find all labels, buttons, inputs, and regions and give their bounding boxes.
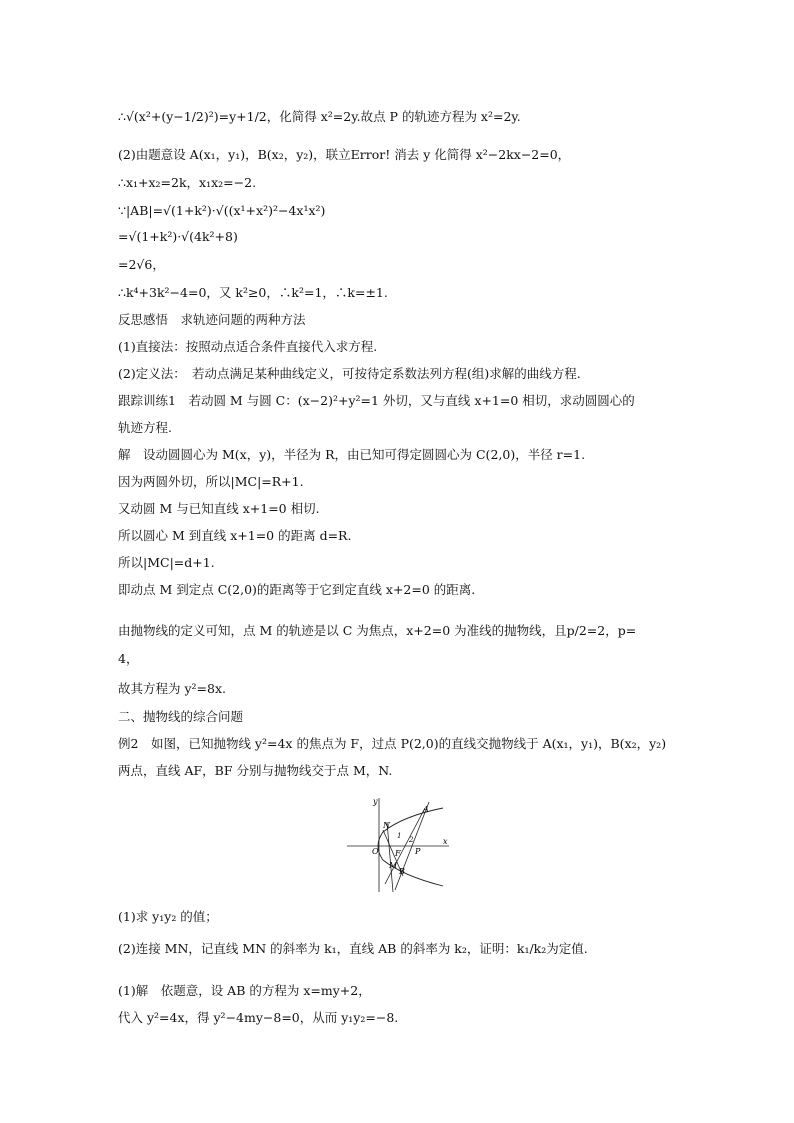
label-a: A [423,805,429,814]
line-mn [387,822,393,892]
text-line: (1)求 y₁y₂ 的值； [118,909,218,924]
text-line: 所以|MC|=d+1. [118,555,215,570]
text-line: =2√6， [118,257,165,272]
label-f: F [395,849,401,858]
text-line: 所以圆心 M 到直线 x+1=0 的距离 d=R. [118,528,352,543]
text-line: 解 设动圆圆心为 M(x，y)，半径为 R，由已知可得定圆圆心为 C(2,0)，半径 r=1. [118,447,586,462]
section-heading: 反思感悟 求轨迹问题的两种方法 [118,312,306,327]
parabola-curve [378,808,443,886]
text-line: 代入 y²=4x，得 y²−4my−8=0，从而 y₁y₂=−8. [118,1010,399,1025]
label-o: O [372,847,379,856]
label-y: y [373,797,378,806]
parabola-figure [343,794,451,894]
text-line: (2)连接 MN，记直线 MN 的斜率为 k₁，直线 AB 的斜率为 k₂，证明：k₁/k₂为定值. [118,941,588,956]
section-heading: 二、抛物线的综合问题 [118,709,244,724]
label-1: 1 [397,832,402,840]
text-line: (2)定义法： 若动点满足某种曲线定义，可按待定系数法列方程(组)求解的曲线方程. [118,366,581,381]
label-b: B [399,867,405,876]
text-line: 又动圆 M 与已知直线 x+1=0 相切. [118,501,320,516]
text-line: ∵|AB|=√(1+k²)·√((x¹+x²)²−4x¹x²) [118,203,326,218]
label-x: x [443,837,448,846]
text-line: 两点，直线 AF，BF 分别与抛物线交于点 M，N. [118,763,393,778]
label-n: N [383,821,390,830]
text-line: 即动点 M 到定点 C(2,0)的距离等于它到定直线 x+2=0 的距离. [118,582,476,597]
label-2: 2 [409,836,414,844]
text-line: ∴k⁴+3k²−4=0，又 k²≥0，∴k²=1，∴k=±1. [118,285,388,300]
text-line: (2)由题意设 A(x₁，y₁)，B(x₂，y₂)，联立Error! 消去 y 化简得 x²−2kx−2=0， [118,147,571,162]
text-line: 例2 如图，已知抛物线 y²=4x 的焦点为 F，过点 P(2,0)的直线交抛物线于 A(x₁，y₁)，B(x₂，y₂) [118,736,667,751]
label-p: P [415,847,421,856]
text-line: 轨迹方程. [118,420,172,435]
label-m: M [389,861,398,870]
text-line: (1)解 依题意，设 AB 的方程为 x=my+2， [118,983,371,998]
text-line: ∴√(x²+(y−1/2)²)=y+1/2，化简得 x²=2y.故点 P 的轨迹方程为 x²=2y. [118,109,521,124]
text-line: ∴x₁+x₂=2k，x₁x₂=−2. [118,175,257,190]
text-line: 故其方程为 y²=8x. [118,681,226,696]
text-line: 因为两圆外切，所以|MC|=R+1. [118,474,304,489]
text-line: =√(1+k²)·√(4k²+8) [118,229,238,244]
text-line: 跟踪训练1 若动圆 M 与圆 C：(x−2)²+y²=1 外切，又与直线 x+1=0 相切，求动圆圆心的 [118,393,635,408]
text-line: 由抛物线的定义可知，点 M 的轨迹是以 C 为焦点，x+2=0 为准线的抛物线，且p/2=2，p= [118,623,637,638]
text-line: (1)直接法：按照动点适合条件直接代入求方程. [118,339,378,354]
text-line: 4， [118,651,139,666]
